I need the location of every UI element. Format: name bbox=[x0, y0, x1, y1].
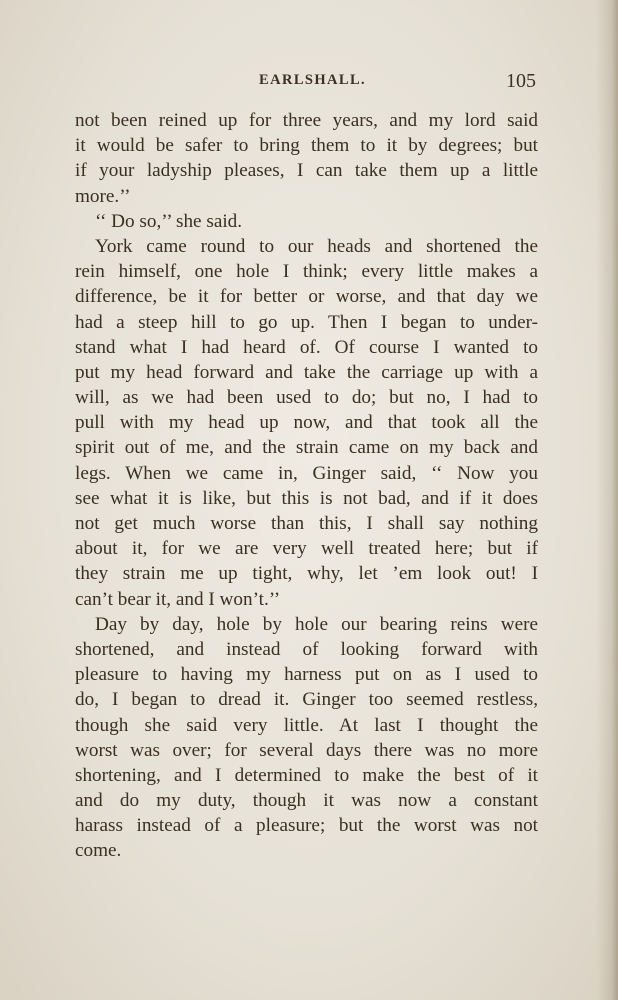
text-line: shortening, and I determined to make the best of it bbox=[75, 764, 538, 786]
text-line: shortened, and instead of looking forward with bbox=[75, 638, 538, 660]
text-line: about it, for we are very well treated here; but if bbox=[75, 538, 538, 560]
text-line: not been reined up for three years, and my lord said bbox=[75, 110, 538, 131]
text-line: they strain me up tight, why, let ’em look out! I bbox=[75, 563, 538, 585]
text-line: pull with my head up now, and that took all the bbox=[75, 412, 538, 434]
text-line: more.’’ bbox=[75, 185, 131, 207]
text-line: stand what I had heard of. Of course I wanted to bbox=[75, 336, 538, 358]
text-line: and do my duty, though it was now a constant bbox=[75, 790, 538, 812]
text-line: though she said very little. At last I thought the bbox=[75, 714, 538, 736]
text-line: do, I began to dread it. Ginger too seemed restless, bbox=[75, 689, 538, 711]
text-line: rein himself, one hole I think; every little makes a bbox=[75, 261, 538, 283]
text-line: ‘‘ Do so,’’ she said. bbox=[95, 210, 243, 232]
page-header bbox=[75, 70, 538, 100]
text-line: if your ladyship pleases, I can take them up a little bbox=[75, 160, 538, 182]
text-line: it would be safer to bring them to it by degrees; but bbox=[75, 135, 538, 157]
text-line: not get much worse than this, I shall say nothing bbox=[75, 513, 538, 534]
text-line: see what it is like, but this is not bad, and if it does bbox=[75, 487, 538, 509]
text-line: Day by day, hole by hole our bearing reins were bbox=[95, 613, 538, 635]
text-line: can’t bear it, and I won’t.’’ bbox=[75, 588, 281, 610]
text-line: worst was over; for several days there was no more bbox=[75, 739, 538, 761]
page-number: 105 bbox=[506, 70, 536, 92]
text-line: York came round to our heads and shortened the bbox=[95, 235, 538, 257]
text-line: difference, be it for better or worse, and that day we bbox=[75, 286, 538, 308]
text-line: harass instead of a pleasure; but the worst was not bbox=[75, 815, 538, 837]
text-line: legs. When we came in, Ginger said, ‘‘ Now you bbox=[75, 462, 538, 484]
running-head: EARLSHALL. bbox=[259, 72, 367, 88]
body-text bbox=[75, 108, 538, 864]
text-line: spirit out of me, and the strain came on my back and bbox=[75, 437, 538, 459]
text-line: pleasure to having my harness put on as I used to bbox=[75, 664, 538, 686]
text-line: come. bbox=[75, 840, 122, 862]
page-edge-shadow bbox=[596, 0, 618, 1000]
text-line: will, as we had been used to do; but no, I had to bbox=[75, 387, 538, 409]
text-line: had a steep hill to go up. Then I began to under- bbox=[75, 311, 538, 333]
text-line: put my head forward and take the carriage up with a bbox=[75, 361, 538, 383]
